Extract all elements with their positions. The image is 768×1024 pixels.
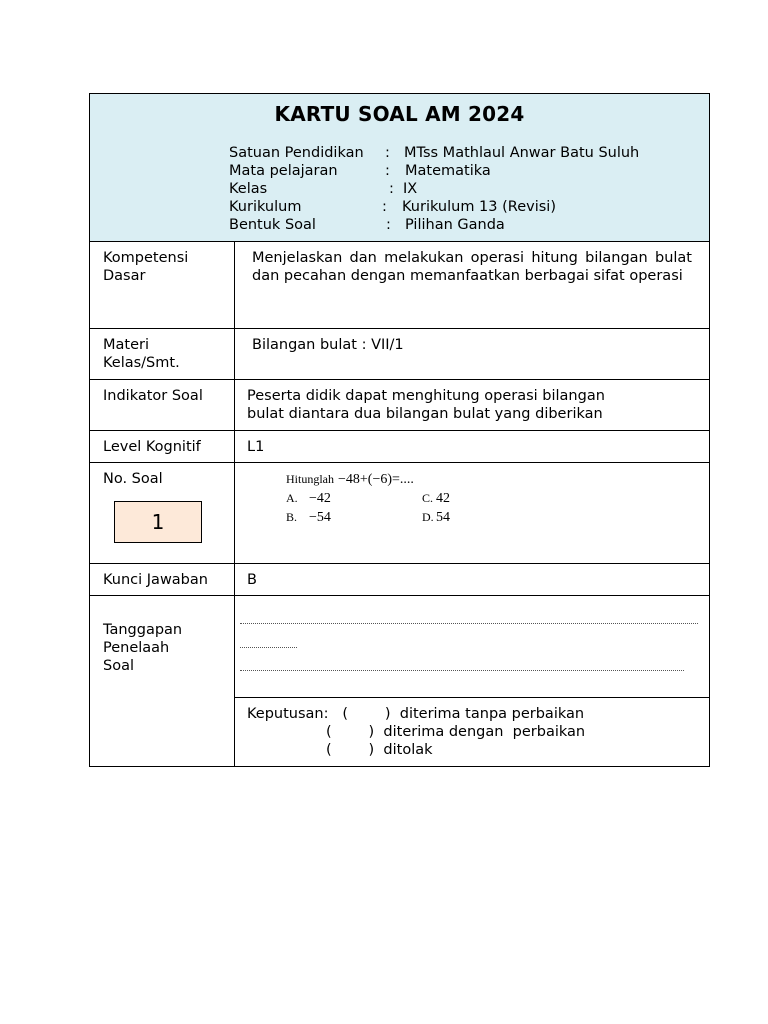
row-kunci (90, 564, 709, 596)
question-prefix: Hitunglah (286, 472, 334, 486)
question-expression: −48+(−6)=.... (337, 472, 414, 487)
options-row-1 (286, 489, 450, 508)
row-materi (90, 329, 709, 380)
tanggapan-label-line2: Penelaah (103, 640, 170, 656)
indikator-line2: bulat diantara dua bilangan bulat yang diberikan (247, 406, 603, 422)
row-no-soal (90, 463, 709, 564)
meta-label: Kelas (229, 181, 268, 197)
kd-cell (235, 242, 709, 328)
row-indikator (90, 380, 709, 431)
meta-value: Pilihan Ganda (405, 217, 505, 233)
divider (235, 697, 709, 698)
level-value: L1 (247, 439, 265, 455)
materi-cell (235, 329, 709, 379)
meta-label: Mata pelajaran (229, 163, 338, 179)
soal-label: No. Soal (103, 471, 163, 487)
materi-label-line1: Materi (103, 337, 149, 353)
decision-option-revise[interactable]: ( ) diterima dengan perbaikan (326, 724, 586, 740)
meta-value: Matematika (405, 163, 491, 179)
tanggapan-cell (235, 596, 709, 766)
question-block (286, 469, 450, 527)
question-card (89, 93, 710, 767)
row-level (90, 431, 709, 463)
indikator-line1: Peserta didik dapat menghitung operasi bilangan (247, 388, 605, 404)
level-label: Level Kognitif (90, 431, 235, 462)
tanggapan-label (90, 596, 235, 766)
meta-label: Satuan Pendidikan (229, 145, 364, 161)
option-letter: B. (286, 510, 298, 524)
kd-label-line1: Kompetensi (103, 250, 189, 266)
meta-sep: : (386, 217, 391, 233)
question-cell (235, 463, 709, 563)
meta-sep: : (382, 199, 387, 215)
kunci-value: B (247, 572, 257, 588)
decision-option-accept[interactable]: ( ) diterima tanpa perbaikan (342, 706, 585, 722)
response-line-2[interactable] (240, 646, 297, 648)
meta-sep: : (385, 145, 390, 161)
kunci-label: Kunci Jawaban (90, 564, 235, 595)
row-tanggapan (90, 596, 709, 766)
question-number-box: 1 (114, 501, 202, 543)
materi-text: Bilangan bulat : VII/1 (252, 337, 404, 353)
materi-label-line2: Kelas/Smt. (103, 355, 180, 371)
card-header (90, 94, 709, 242)
option-letter: D. (422, 510, 434, 524)
level-cell (235, 431, 709, 462)
row-kompetensi-dasar (90, 242, 709, 329)
option-letter: C. (422, 491, 434, 505)
response-line-3[interactable] (240, 669, 684, 671)
soal-label-cell (90, 463, 235, 563)
option-value: 42 (436, 491, 450, 506)
kunci-cell (235, 564, 709, 595)
indikator-label: Indikator Soal (90, 380, 235, 430)
tanggapan-label-line3: Soal (103, 658, 134, 674)
meta-value: Kurikulum 13 (Revisi) (402, 199, 556, 215)
meta-sep: : (389, 181, 394, 197)
tanggapan-label-line1: Tanggapan (103, 622, 183, 638)
options-row-2 (286, 508, 450, 527)
decision-label: Keputusan: (247, 706, 329, 722)
materi-label (90, 329, 235, 379)
meta-sep: : (385, 163, 390, 179)
indikator-text (247, 387, 605, 423)
option-letter: A. (286, 491, 298, 505)
meta-value: IX (403, 181, 418, 197)
kd-label (90, 242, 235, 328)
option-value: −54 (309, 510, 331, 525)
card-title: KARTU SOAL AM 2024 (274, 102, 525, 126)
option-value: 54 (436, 510, 450, 525)
meta-value: MTss Mathlaul Anwar Batu Suluh (404, 145, 640, 161)
decision-option-reject[interactable]: ( ) ditolak (326, 742, 433, 758)
kd-text: Menjelaskan dan melakukan operasi hitung bilangan bulat dan pecahan dengan memanfaatkan berbagai sifat operasi (252, 250, 692, 284)
option-value: −42 (309, 491, 331, 506)
meta-label: Kurikulum (229, 199, 302, 215)
meta-label: Bentuk Soal (229, 217, 316, 233)
response-line-1[interactable] (240, 622, 698, 624)
indikator-cell (235, 380, 709, 430)
kd-label-line2: Dasar (103, 268, 146, 284)
decision-line-1 (247, 705, 584, 723)
question-line (286, 469, 414, 489)
